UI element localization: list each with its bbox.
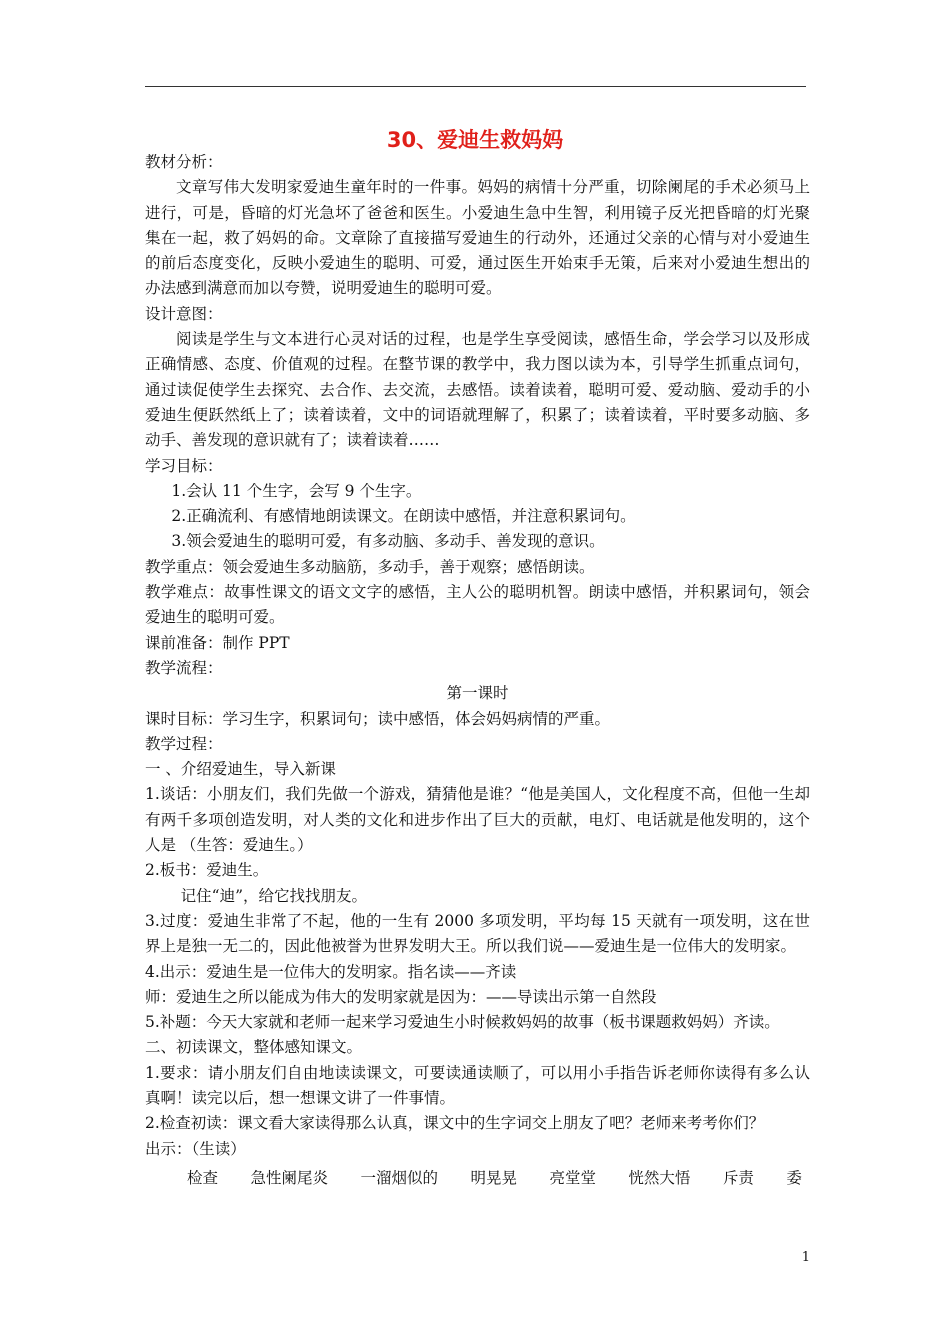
vocab-word: 明晃晃 bbox=[470, 1168, 517, 1187]
vocab-word: 斥责 bbox=[722, 1168, 754, 1187]
analysis-paragraph: 文章写伟大发明家爱迪生童年时的一件事。妈妈的病情十分严重，切除阑尾的手术必须马上进行，可是，昏暗的灯光急坏了爸爸和医生。小爱迪生急中生智，利用镜子反光把昏暗的灯光聚集在一起，救了妈妈的命。文章除了直接描写爱迪生的行动外，还通过父亲的心情与对小爱迪生的前后态度变化，反映小爱迪生的聪明、可爱，通过医生开始束手无策，后来对小爱迪生想出的办法感到满意而加以夸赞，说明爱迪生的聪明可爱。 bbox=[145, 178, 810, 298]
goal-item: 2.正确流利、有感情地朗读课文。在朗读中感悟，并注意积累词句。 bbox=[171, 507, 636, 526]
step-paragraph: 5.补题：今天大家就和老师一起来学习爱迪生小时候救妈妈的故事（板书课题救妈妈）齐读。 bbox=[145, 1013, 780, 1032]
design-heading: 设计意图： bbox=[145, 304, 223, 323]
difficulty: 教学难点：故事性课文的语文文字的感悟，主人公的聪明机智。朗读中感悟，并积累词句，领会爱迪生的聪明可爱。 bbox=[145, 583, 810, 627]
step-paragraph: 2.板书：爱迪生。 bbox=[145, 861, 269, 880]
vocabulary-list bbox=[145, 1166, 810, 1191]
header-rule bbox=[145, 86, 806, 87]
part1-heading: 一 、介绍爱迪生，导入新课 bbox=[145, 760, 336, 779]
step-paragraph: 1.谈话：小朋友们，我们先做一个游戏，猜猜他是谁？“他是美国人，文化程度不高，但他一生却有两千多项创造发明，对人类的文化和进步作出了巨大的贡献，电灯、电话就是他发明的，这个人是 （生答：爱迪生。） bbox=[145, 785, 810, 855]
flow-heading: 教学流程： bbox=[145, 658, 223, 677]
show-label: 出示：（生读） bbox=[145, 1139, 246, 1158]
key-point: 教学重点：领会爱迪生多动脑筋，多动手，善于观察；感悟朗读。 bbox=[145, 557, 595, 576]
design-paragraph: 阅读是学生与文本进行心灵对话的过程，也是学生享受阅读，感悟生命，学会学习以及形成正确情感、态度、价值观的过程。在整节课的教学中，我力图以读为本，引导学生抓重点词句，通过读促使学生去探究、去合作、去交流，去感悟。读着读着，聪明可爱、爱动脑、爱动手的小爱迪生便跃然纸上了；读着读着，文中的词语就理解了，积累了；读着读着，平时要多动脑、多动手、善发现的意识就有了；读着读着…… bbox=[145, 330, 810, 450]
preparation: 课前准备：制作 PPT bbox=[145, 633, 290, 652]
step-paragraph: 师：爱迪生之所以能成为伟大的发明家就是因为：——导读出示第一自然段 bbox=[145, 987, 657, 1006]
page-number: 1 bbox=[801, 1250, 810, 1265]
vocab-word: 亮堂堂 bbox=[549, 1168, 596, 1187]
analysis-heading: 教材分析： bbox=[145, 153, 223, 171]
lesson-goal: 课时目标：学习生字，积累词句；读中感悟，体会妈妈病情的严重。 bbox=[145, 709, 611, 728]
step-paragraph: 4.出示：爱迪生是一位伟大的发明家。指名读——齐读 bbox=[145, 962, 517, 981]
goal-item: 1.会认 11 个生字，会写 9 个生字。 bbox=[171, 481, 422, 500]
process-heading: 教学过程： bbox=[145, 734, 223, 753]
goals-heading: 学习目标： bbox=[145, 456, 223, 475]
step-paragraph: 1.要求：请小朋友们自由地读读课文，可要读通读顺了，可以用小手指告诉老师你读得有多么认真啊！读完以后，想一想课文讲了一件事情。 bbox=[145, 1063, 810, 1107]
document-body bbox=[145, 150, 810, 1191]
part2-heading: 二、初读课文，整体感知课文。 bbox=[145, 1038, 363, 1057]
vocab-word: 一溜烟似的 bbox=[360, 1168, 438, 1187]
lesson-title: 第一课时 bbox=[446, 684, 509, 703]
goal-item: 3.领会爱迪生的聪明可爱，有多动脑、多动手、善发现的意识。 bbox=[171, 532, 605, 551]
vocab-word: 急性阑尾炎 bbox=[250, 1168, 328, 1187]
vocab-word: 委 bbox=[786, 1168, 802, 1187]
step-paragraph: 2.检查初读：课文看大家读得那么认真，课文中的生字词交上朋友了吧？老师来考考你们？ bbox=[145, 1114, 765, 1133]
step-paragraph: 3.过度：爱迪生非常了不起，他的一生有 2000 多项发明，平均每 15 天就有一项发明，这在世界上是独一无二的，因此他被誉为世界发明大王。所以我们说——爱迪生是一位伟大的发明家。 bbox=[145, 911, 810, 956]
vocab-word: 检查 bbox=[187, 1168, 219, 1187]
vocab-word: 恍然大悟 bbox=[628, 1168, 691, 1187]
step-paragraph: 记住“迪”，给它找找朋友。 bbox=[180, 886, 367, 905]
page-title: 30、爱迪生救妈妈 bbox=[386, 128, 564, 152]
